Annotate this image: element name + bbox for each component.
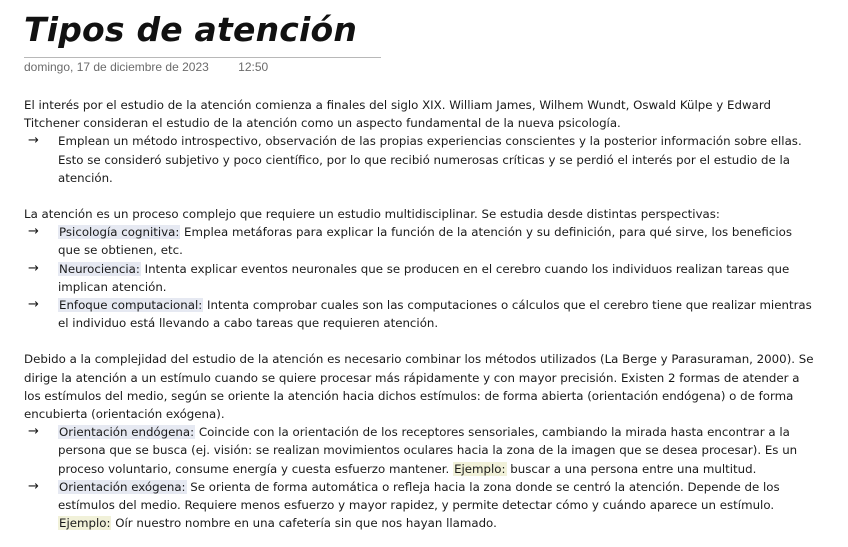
example-text: Oír nuestro nombre en una cafetería sin que nos hayan llamado. (111, 516, 497, 531)
term-description: Emplea metáforas para explicar la función de la atención y su definición, para qué sirve, los beneficios que se obtienen, etc. (58, 225, 792, 258)
list-item (24, 296, 814, 332)
term-description: Se orienta de forma automática o refleja hacia la zona donde se centró la atención. Depende de los estímulos del medio. Requiere menos esfuerzo y mayor rapidez, y permite detectar cómo y cuándo aparece un estímulo. (58, 479, 780, 513)
bullet-text: Emplean un método introspectivo, observación de las propias experiencias conscientes y la posterior información sobre ellas. Esto se consideró subjetivo y poco científico, por lo que recibió numerosas críticas y se perdió el interés por el estudio de la atención. (58, 134, 802, 185)
orientation-paragraph: Debido a la complejidad del estudio de la atención es necesario combinar los métodos utilizados (La Berge y Parasuraman, 2000). Se dirige la atención a un estímulo cuando se quiere procesar más rápidamente y con mayor precisión. Existen 2 formas de atender a los estímulos del medio, según se oriente la atención hacia dichos estímulos: de forma abierta (orientación endógena) o de forma encubierta (orientación exógena). (24, 352, 814, 422)
list-item (24, 132, 814, 187)
arrow-bullet-icon: → (28, 224, 39, 240)
highlighted-term: Orientación exógena: (59, 479, 186, 494)
list-item (24, 478, 814, 533)
arrow-bullet-icon: → (28, 260, 39, 276)
example-label: Ejemplo: (59, 516, 111, 531)
note-date: domingo, 17 de diciembre de 2023 (24, 60, 209, 74)
highlighted-term: Psicología cognitiva: (59, 225, 180, 240)
title-divider (24, 57, 381, 58)
arrow-bullet-icon: → (28, 133, 39, 149)
orientation-section (24, 350, 814, 532)
list-item (24, 223, 814, 259)
note-time: 12:50 (238, 60, 269, 74)
list-item (24, 423, 814, 478)
highlighted-term: Enfoque computacional: (59, 298, 203, 313)
intro-section (24, 96, 814, 187)
example-text: buscar a una persona entre una multitud. (506, 461, 757, 476)
term-description: Intenta explicar eventos neuronales que se producen en el cerebro cuando los individuos realizan tareas que implican atención. (58, 261, 790, 294)
note-body[interactable] (24, 96, 814, 532)
example-label: Ejemplo: (454, 461, 506, 476)
note-metadata (24, 60, 268, 74)
term-description: Intenta comprobar cuales son las computaciones o cálculos que el cerebro tiene que realizar mientras el individuo está llevando a cabo tareas que requieren atención. (58, 298, 812, 331)
arrow-bullet-icon: → (28, 297, 39, 313)
arrow-bullet-icon: → (28, 478, 39, 494)
perspectives-paragraph: La atención es un proceso complejo que requiere un estudio multidisciplinar. Se estudia desde distintas perspectivas: (24, 207, 720, 222)
intro-paragraph: El interés por el estudio de la atención comienza a finales del siglo XIX. William James, Wilhem Wundt, Oswald Külpe y Edward Titchener consideran el estudio de la atención como un aspecto fundamental de la nueva psicología. (24, 98, 771, 131)
highlighted-term: Orientación endógena: (59, 425, 195, 440)
list-item (24, 260, 814, 296)
highlighted-term: Neurociencia: (59, 261, 140, 276)
arrow-bullet-icon: → (28, 424, 39, 440)
term-description: Coincide con la orientación de los receptores sensoriales, cambiando la mirada hasta encontrar a la persona que se busca (ej. visión: se realizan movimientos oculares hacia la zona de la imagen que se desea procesar). Es un proceso voluntario, consume energía y cuesta esfuerzo mantener. (58, 425, 798, 476)
page-title[interactable]: Tipos de atención (24, 10, 358, 49)
perspectives-section (24, 205, 814, 332)
